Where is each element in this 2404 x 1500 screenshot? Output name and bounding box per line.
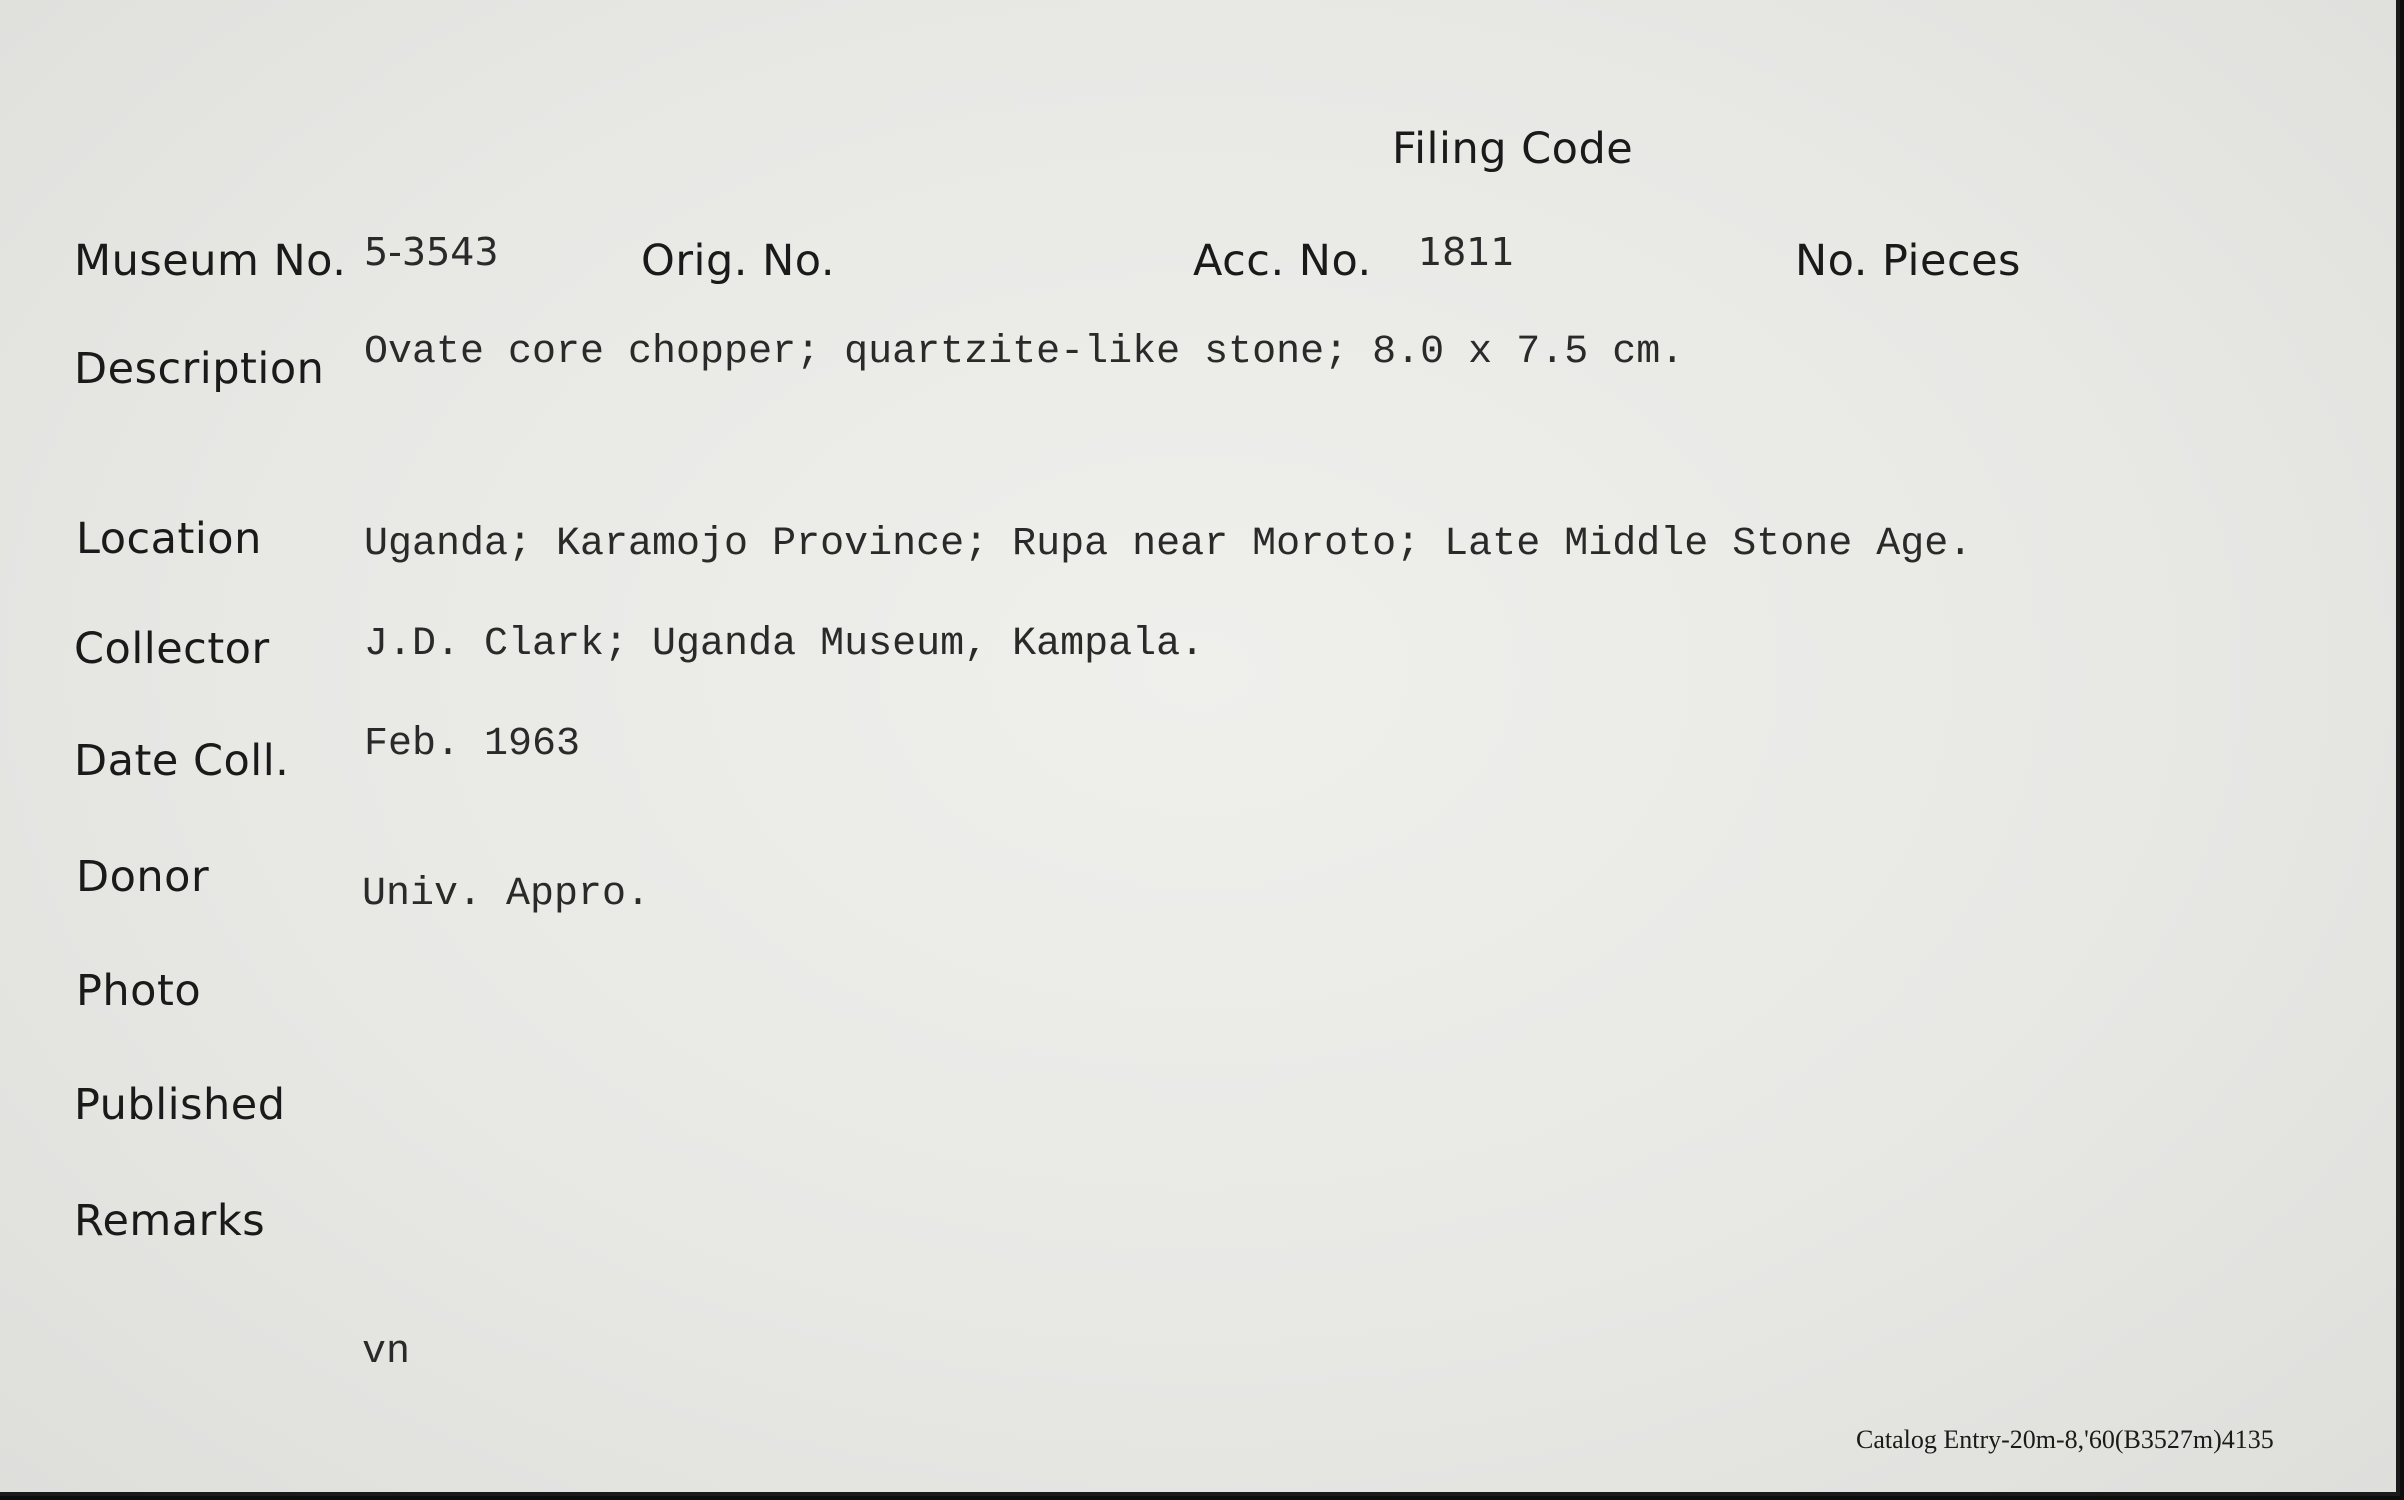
acc-no-value: 1811 <box>1418 230 1515 274</box>
initials: vn <box>362 1330 411 1375</box>
date-coll-label: Date Coll. <box>74 736 290 786</box>
date-coll-value: Feb. 1963 <box>364 722 581 767</box>
catalog-entry-footer: Catalog Entry-20m-8,'60(B3527m)4135 <box>1856 1425 2274 1454</box>
no-pieces-label: No. Pieces <box>1795 236 2021 286</box>
description-label: Description <box>74 344 325 394</box>
filing-code-label: Filing Code <box>1392 124 1634 174</box>
collector-value: J.D. Clark; Uganda Museum, Kampala. <box>364 622 1205 667</box>
orig-no-label: Orig. No. <box>641 236 835 286</box>
description-value: Ovate core chopper; quartzite-like stone; 8.0 x 7.5 cm. <box>364 330 1685 375</box>
museum-no-value: 5-3543 <box>364 230 499 274</box>
published-label: Published <box>74 1080 286 1130</box>
location-value: Uganda; Karamojo Province; Rupa near Moroto; Late Middle Stone Age. <box>364 522 1973 567</box>
museum-no-label: Museum No. <box>74 236 347 286</box>
donor-label: Donor <box>76 852 210 902</box>
location-label: Location <box>76 514 262 564</box>
donor-value: Univ. Appro. <box>362 872 651 917</box>
acc-no-label: Acc. No. <box>1193 236 1372 286</box>
remarks-label: Remarks <box>74 1196 266 1246</box>
photo-label: Photo <box>76 966 202 1016</box>
collector-label: Collector <box>74 624 270 674</box>
